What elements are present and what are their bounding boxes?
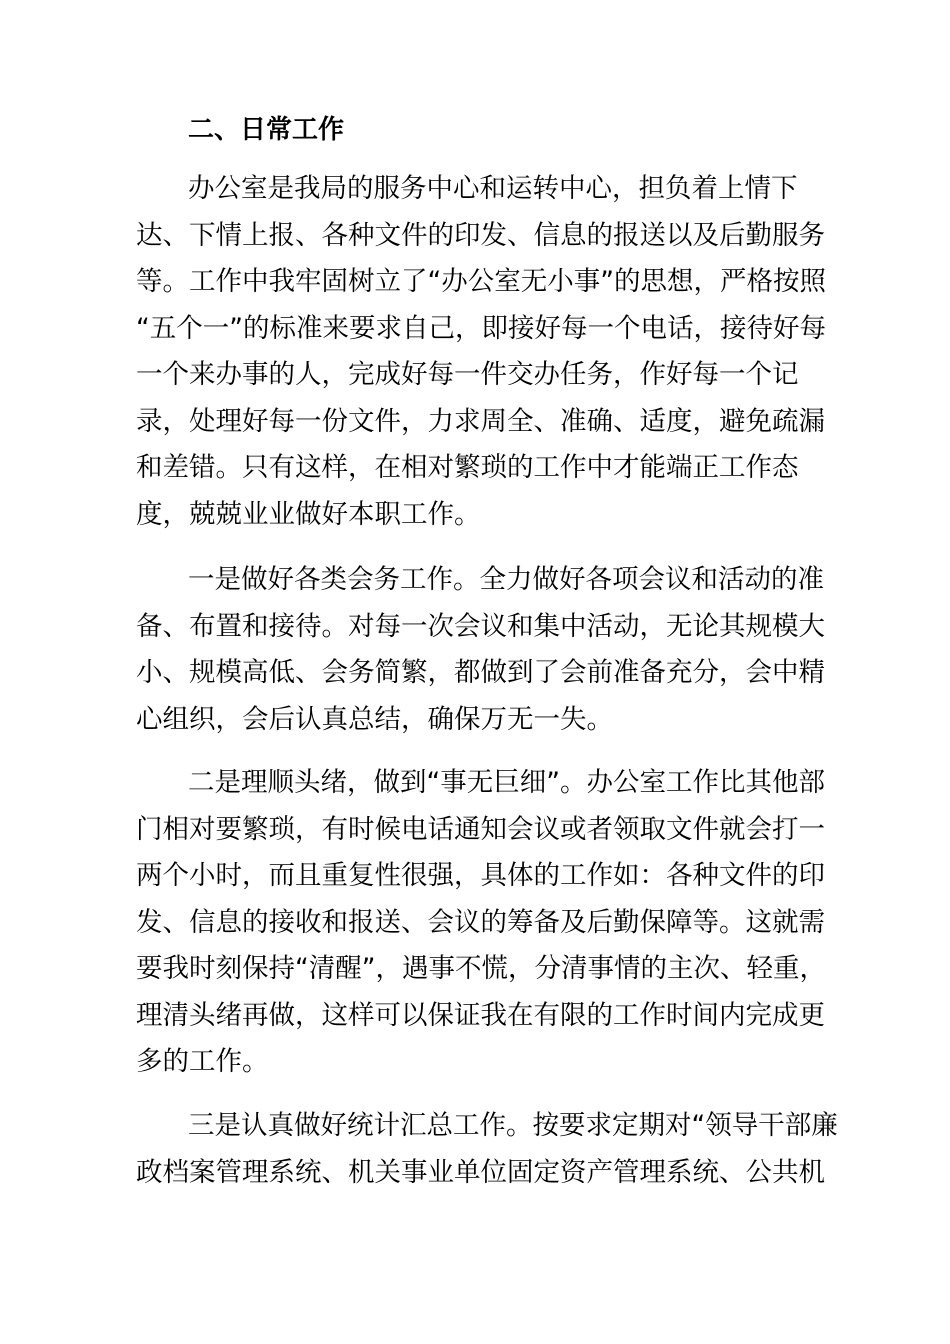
paragraph-line: 和差错。只有这样，在相对繁琐的工作中才能端正工作态: [136, 452, 799, 483]
paragraph-office-role: [136, 166, 826, 538]
paragraph-line: 政档案管理系统、机关事业单位固定资产管理系统、公共机: [136, 1156, 825, 1188]
paragraph-line: 门相对要繁琐，有时候电话通知会议或者领取文件就会打一: [136, 813, 825, 845]
paragraph-statistics: [136, 1103, 838, 1196]
paragraph-line: 达、下情上报、各种文件的印发、信息的报送以及后勤服务: [136, 219, 825, 251]
paragraph-line: 心组织，会后认真总结，确保万无一失。: [136, 703, 613, 735]
paragraph-line: 两个小时，而且重复性很强，具体的工作如：各种文件的印: [136, 860, 825, 891]
paragraph-line: 小、规模高低、会务简繁，都做到了会前准备充分，会中精: [136, 657, 825, 688]
paragraph-line: 一是做好各类会务工作。全力做好各项会议和活动的准: [188, 564, 824, 595]
paragraph-line: 要我时刻保持“清醒”，遇事不慌，分清事情的主次、轻重，: [136, 953, 826, 984]
paragraph-organization: [136, 760, 826, 1086]
paragraph-line: “五个一”的标准来要求自己，即接好每一个电话，接待好每: [136, 312, 826, 344]
paragraph-line: 多的工作。: [136, 1046, 269, 1077]
paragraph-line: 录，处理好每一份文件，力求周全、准确、适度，避免疏漏: [136, 405, 825, 437]
paragraph-line: 一个来办事的人，完成好每一件交办任务，作好每一个记: [136, 359, 799, 390]
paragraph-meetings: [136, 557, 825, 743]
paragraph-line: 三是认真做好统计汇总工作。按要求定期对“领导干部廉: [188, 1110, 838, 1141]
paragraph-line: 理清头绪再做，这样可以保证我在有限的工作时间内完成更: [136, 999, 825, 1031]
paragraph-line: 备、布置和接待。对每一次会议和集中活动，无论其规模大: [136, 610, 825, 642]
paragraph-line: 二是理顺头绪，做到“事无巨细”。办公室工作比其他部: [188, 767, 825, 798]
section-heading: 二、日常工作: [188, 115, 345, 145]
paragraph-line: 发、信息的接收和报送、会议的筹备及后勤保障等。这就需: [136, 906, 825, 938]
paragraph-line: 办公室是我局的服务中心和运转中心，担负着上情下: [188, 173, 798, 204]
paragraph-line: 度，兢兢业业做好本职工作。: [136, 498, 481, 530]
paragraph-line: 等。工作中我牢固树立了“办公室无小事”的思想，严格按照: [136, 266, 826, 297]
